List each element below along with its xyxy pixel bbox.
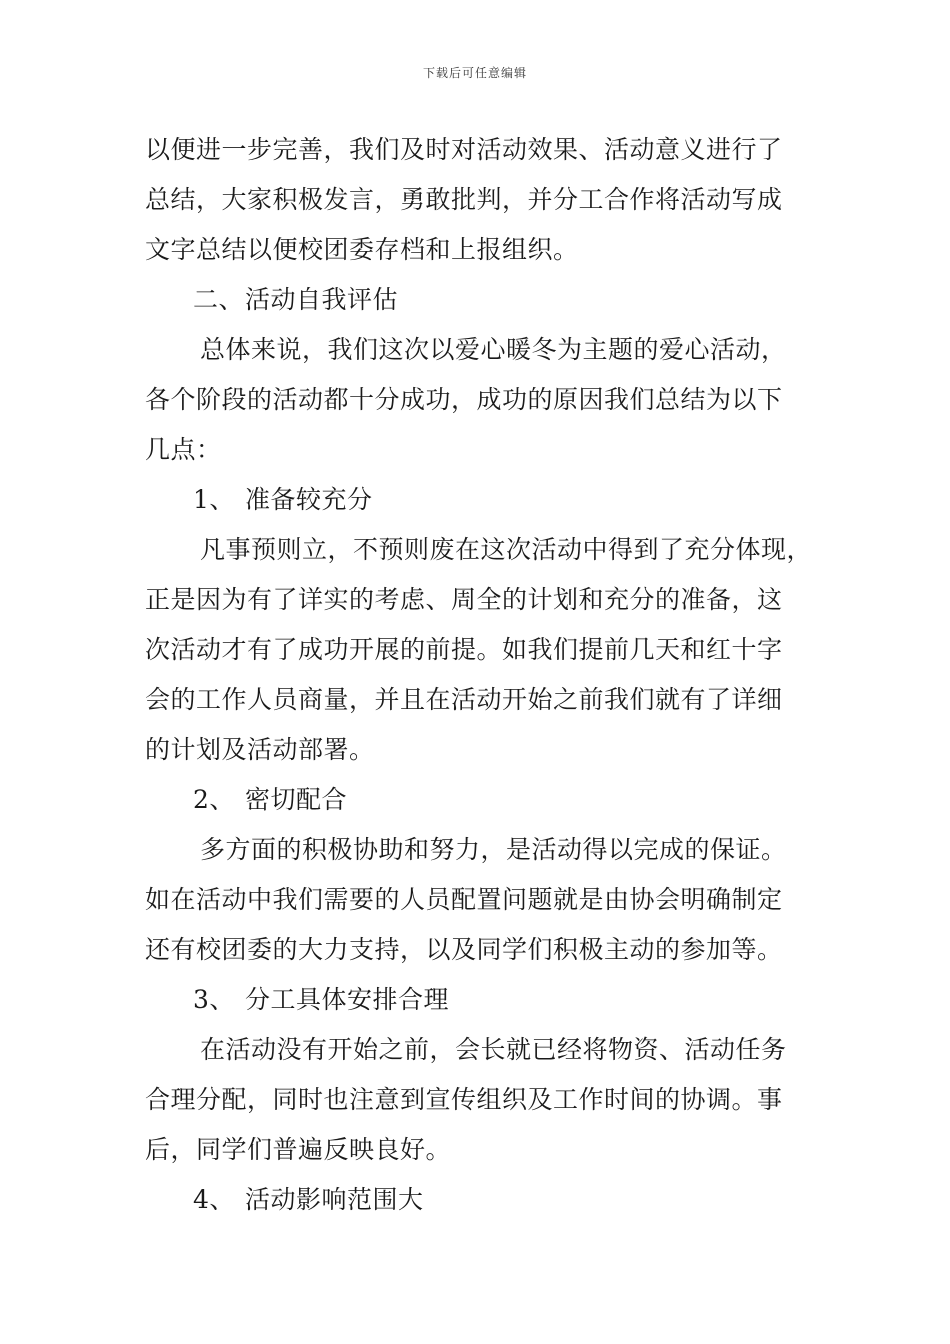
- subsection-number: 2、: [193, 785, 235, 814]
- subsection-number: 1、: [193, 485, 235, 514]
- paragraph-line: 几点：: [145, 435, 222, 464]
- paragraph-line: 会的工作人员商量，并且在活动开始之前我们就有了详细: [145, 685, 783, 714]
- subsection-number: 3、: [193, 985, 235, 1014]
- paragraph-line: 正是因为有了详实的考虑、周全的计划和充分的准备，这: [145, 585, 783, 614]
- paragraph-line: 各个阶段的活动都十分成功，成功的原因我们总结为以下: [145, 385, 783, 414]
- subsection-title: 准备较充分: [245, 485, 373, 514]
- subsection-heading: [145, 975, 815, 1025]
- document-body: [145, 125, 815, 1225]
- paragraph-line: 在活动没有开始之前，会长就已经将物资、活动任务: [200, 1035, 787, 1064]
- subsection-number: 4、: [193, 1185, 235, 1214]
- section-heading: [145, 275, 815, 325]
- section-number: 二、: [193, 285, 245, 314]
- subsection-heading: [145, 475, 815, 525]
- subsection-heading: [145, 1175, 815, 1225]
- paragraph-line: 还有校团委的大力支持，以及同学们积极主动的参加等。: [145, 935, 783, 964]
- paragraph-line: 凡事预则立，不预则废在这次活动中得到了充分体现，: [200, 535, 813, 564]
- paragraph-line: 后，同学们普遍反映良好。: [145, 1135, 452, 1164]
- paragraph-line: 次活动才有了成功开展的前提。如我们提前几天和红十字: [145, 635, 783, 664]
- page-header: 下载后可任意编辑: [422, 66, 527, 80]
- paragraph-line: 总体来说，我们这次以爱心暖冬为主题的爱心活动，: [200, 335, 787, 364]
- paragraph-line: 如在活动中我们需要的人员配置问题就是由协会明确制定: [145, 885, 783, 914]
- section-title: 活动自我评估: [245, 285, 399, 314]
- paragraph-line: 合理分配，同时也注意到宣传组织及工作时间的协调。事: [145, 1085, 783, 1114]
- paragraph-line: 的计划及活动部署。: [145, 735, 375, 764]
- paragraph-line: 多方面的积极协助和努力，是活动得以完成的保证。: [200, 835, 787, 864]
- subsection-heading: [145, 775, 815, 825]
- paragraph-line: 文字总结以便校团委存档和上报组织。: [145, 235, 579, 264]
- paragraph-line: 以便进一步完善，我们及时对活动效果、活动意义进行了: [145, 135, 783, 164]
- subsection-title: 密切配合: [245, 785, 348, 814]
- subsection-title: 活动影响范围大: [245, 1185, 424, 1214]
- subsection-title: 分工具体安排合理: [245, 985, 450, 1014]
- paragraph-line: 总结，大家积极发言，勇敢批判，并分工合作将活动写成: [145, 185, 783, 214]
